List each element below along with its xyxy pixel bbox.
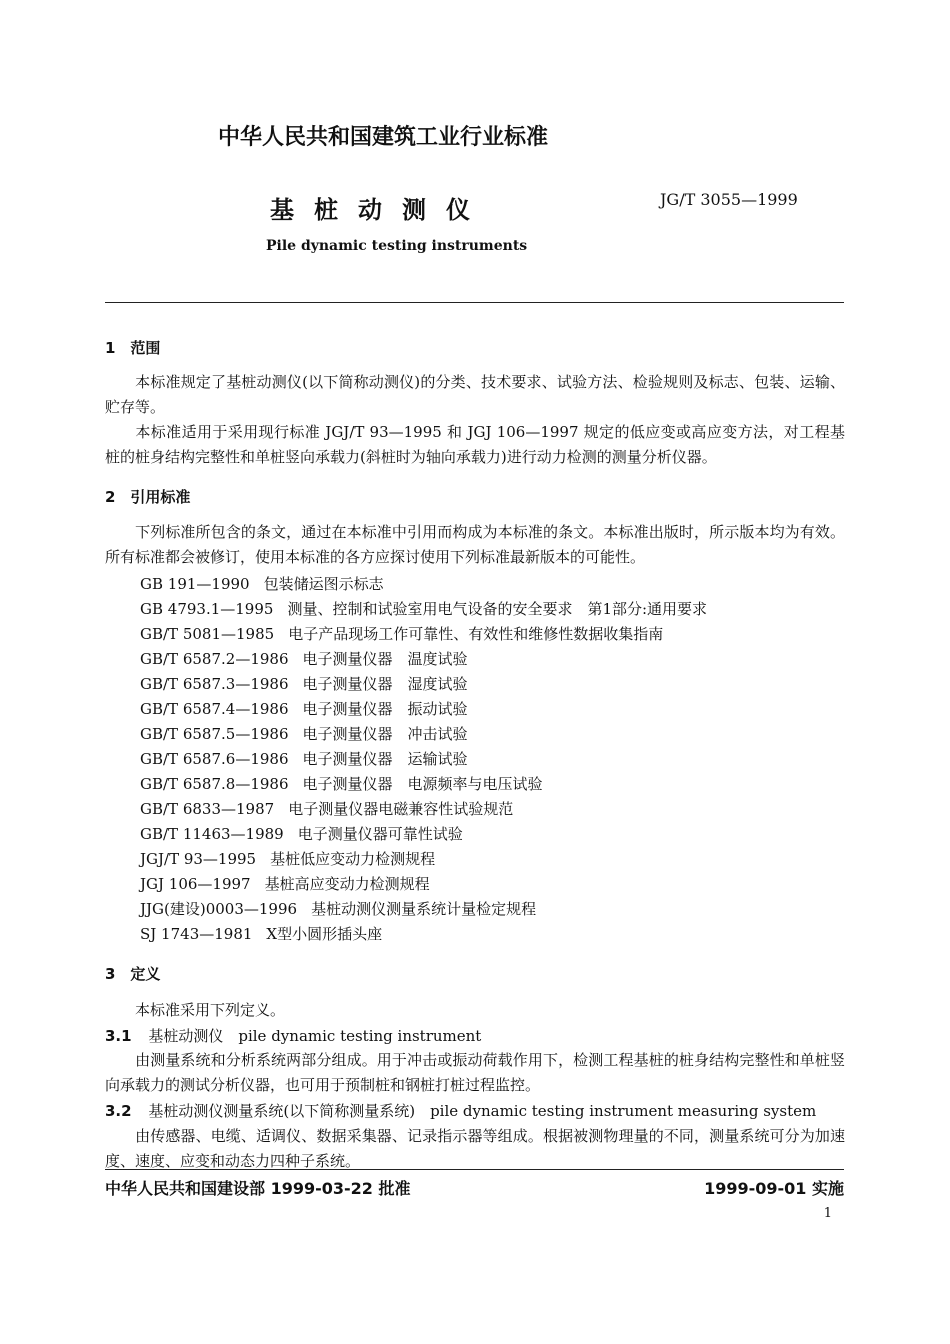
- reference-item: JJG(建设)0003—1996 基桩动测仪测量系统计量检定规程: [140, 900, 537, 918]
- section-3-intro: 本标准采用下列定义。: [135, 1001, 286, 1019]
- section-2-paragraph: 下列标准所包含的条文，通过在本标准中引用而构成为本标准的条文。本标准出版时，所示版本均为有效。所有标准都会被修订，使用本标准的各方应探讨使用下列标准最新版本的可能性。: [105, 523, 845, 566]
- page-number: 1: [823, 1206, 832, 1221]
- reference-item: GB/T 6587.5—1986 电子测量仪器 冲击试验: [140, 725, 468, 743]
- reference-item: GB/T 6587.8—1986 电子测量仪器 电源频率与电压试验: [140, 775, 543, 793]
- section-1-paragraph-2: 本标准适用于采用现行标准 JGJ/T 93—1995 和 JGJ 106—1997 规定的低应变或高应变方法，对工程基桩的桩身结构完整性和单桩竖向承载力(斜桩时为轴向承载力)进行动力检测的测量分析仪器。: [105, 423, 845, 466]
- standard-code: JG/T 3055—1999: [660, 190, 798, 209]
- section-1-heading: 1 范围: [105, 339, 161, 357]
- approval-line: 中华人民共和国建设部 1999-03-22 批准: [105, 1179, 411, 1198]
- definition-3-1-term: 3.1 基桩动测仪 pile dynamic testing instrument: [105, 1027, 482, 1045]
- reference-item: GB 191—1990 包装储运图示标志: [140, 575, 384, 593]
- implementation-date: 1999-09-01 实施: [704, 1179, 844, 1198]
- reference-item: GB/T 6587.6—1986 电子测量仪器 运输试验: [140, 750, 468, 768]
- reference-item: GB/T 6587.4—1986 电子测量仪器 振动试验: [140, 700, 468, 718]
- header-divider: [105, 302, 844, 303]
- document-title-en: Pile dynamic testing instruments: [266, 238, 528, 254]
- reference-item: SJ 1743—1981 X型小圆形插头座: [140, 925, 383, 943]
- reference-item: GB/T 6833—1987 电子测量仪器电磁兼容性试验规范: [140, 800, 514, 818]
- reference-item: GB 4793.1—1995 测量、控制和试验室用电气设备的安全要求 第1部分:通用要求: [140, 600, 708, 618]
- footer-divider: [105, 1169, 844, 1170]
- reference-item: GB/T 6587.3—1986 电子测量仪器 湿度试验: [140, 675, 468, 693]
- reference-item: GB/T 11463—1989 电子测量仪器可靠性试验: [140, 825, 463, 843]
- document-title-cn: 基桩动测仪: [270, 196, 490, 224]
- reference-item: JGJ/T 93—1995 基桩低应变动力检测规程: [140, 850, 436, 868]
- definition-number: 3.1: [105, 1027, 132, 1045]
- definition-3-1-body: 由测量系统和分析系统两部分组成。用于冲击或振动荷载作用下，检测工程基桩的桩身结构完整性和单桩竖向承载力的测试分析仪器，也可用于预制桩和钢桩打桩过程监控。: [105, 1051, 845, 1094]
- reference-item: GB/T 5081—1985 电子产品现场工作可靠性、有效性和维修性数据收集指南: [140, 625, 664, 643]
- reference-item: GB/T 6587.2—1986 电子测量仪器 温度试验: [140, 650, 468, 668]
- definition-number: 3.2: [105, 1102, 132, 1120]
- definition-3-2-body: 由传感器、电缆、适调仪、数据采集器、记录指示器等组成。根据被测物理量的不同，测量系统可分为加速度、速度、应变和动态力四种子系统。: [105, 1127, 845, 1170]
- definition-3-2-term: 3.2 基桩动测仪测量系统(以下简称测量系统) pile dynamic testing instrument measuring system: [105, 1102, 817, 1120]
- section-3-heading: 3 定义: [105, 965, 161, 983]
- org-standard-title: 中华人民共和国建筑工业行业标准: [218, 125, 549, 150]
- section-1-paragraph-1: 本标准规定了基桩动测仪(以下简称动测仪)的分类、技术要求、试验方法、检验规则及标志、包装、运输、贮存等。: [105, 373, 845, 416]
- reference-item: JGJ 106—1997 基桩高应变动力检测规程: [140, 875, 430, 893]
- section-2-heading: 2 引用标准: [105, 488, 191, 506]
